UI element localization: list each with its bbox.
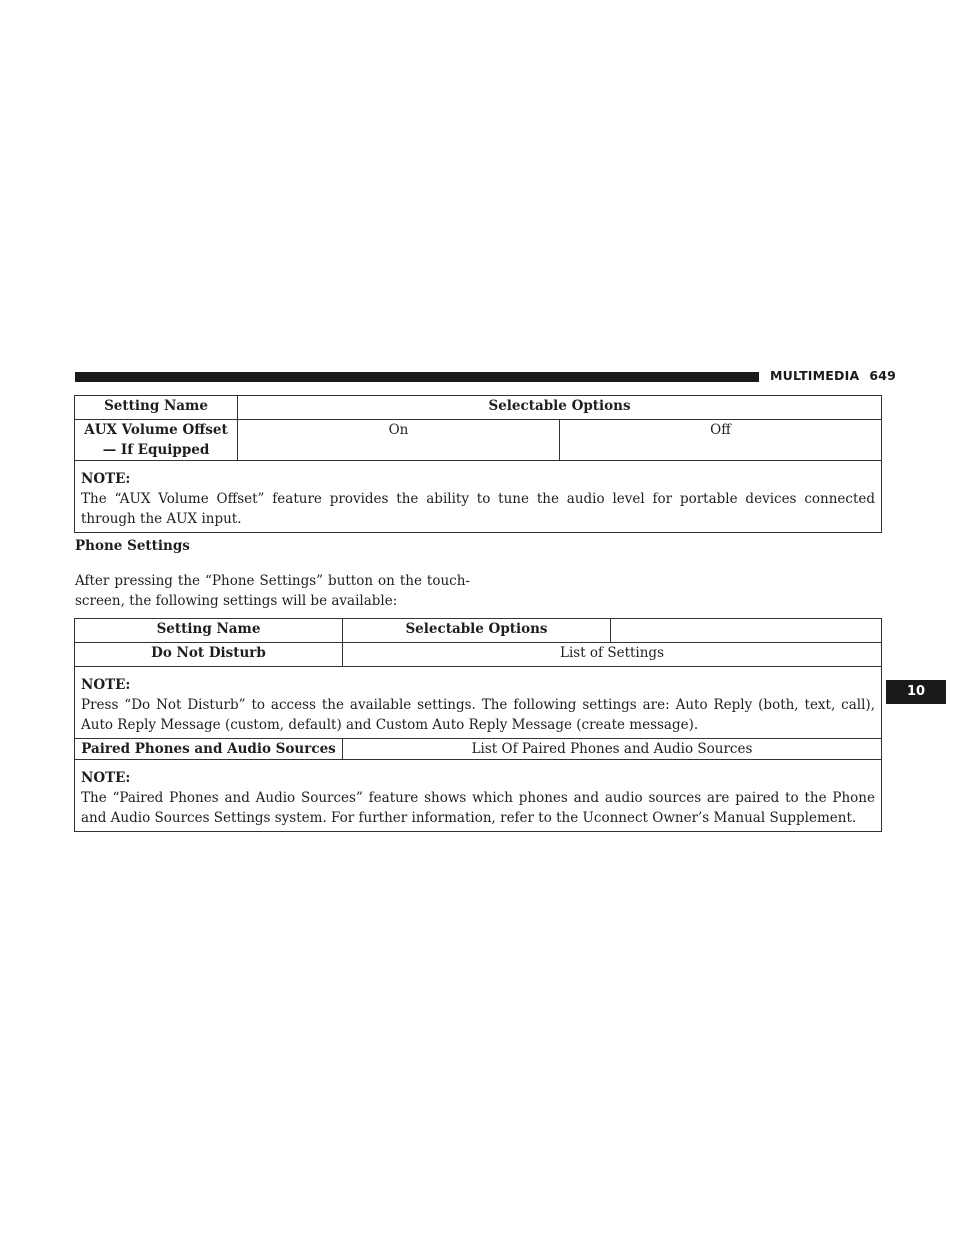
header-rule: [75, 372, 759, 382]
section-title: MULTIMEDIA: [770, 368, 860, 383]
note-text: The “Paired Phones and Audio Sources” feature shows which phones and audio sources are paired to the Phone and Audio Sources Settings system. For further information, refer to the Uconnect Owner’s Manual Supplement.: [81, 790, 875, 826]
note-cell: [75, 667, 882, 739]
setting-paired-phones: Paired Phones and Audio Sources: [75, 739, 343, 760]
note-label: NOTE:: [81, 677, 131, 693]
page-header: [770, 368, 896, 383]
value-paired-phones-list: List Of Paired Phones and Audio Sources: [343, 739, 882, 760]
note-label: NOTE:: [81, 471, 131, 487]
header-selectable-options: Selectable Options: [238, 396, 882, 420]
note-row: [75, 667, 882, 739]
note-row: [75, 461, 882, 533]
setting-aux-volume-offset: [75, 420, 238, 461]
option-on: On: [238, 420, 560, 461]
phone-settings-table: [74, 618, 882, 832]
value-list-of-settings: List of Settings: [343, 643, 882, 667]
note-cell: [75, 461, 882, 533]
aux-settings-table: [74, 395, 882, 533]
note-row: [75, 760, 882, 832]
note-text: The “AUX Volume Offset” feature provides the ability to tune the audio level for portable devices connected through the AUX input.: [81, 491, 876, 527]
header-empty-cell: [611, 619, 882, 643]
note-label: NOTE:: [81, 770, 131, 786]
note-text: Press “Do Not Disturb” to access the available settings. The following settings are: Auto Reply (both, text, call), Auto Reply Message (custom, default) and Custom Auto Reply Message (create message).: [81, 697, 875, 733]
setting-name-line2: — If Equipped: [102, 442, 210, 458]
section-intro-paragraph: After pressing the “Phone Settings” button on the touch-screen, the following settings will be available:: [75, 573, 470, 609]
option-off: Off: [560, 420, 882, 461]
header-setting-name: Setting Name: [75, 396, 238, 420]
header-selectable-options: Selectable Options: [343, 619, 611, 643]
setting-name-line1: AUX Volume Offset: [84, 422, 228, 438]
section-heading-phone-settings: Phone Settings: [75, 538, 190, 554]
table-header-row: [75, 619, 882, 643]
chapter-tab[interactable]: 10: [886, 680, 946, 704]
header-setting-name: Setting Name: [75, 619, 343, 643]
table-row: [75, 420, 882, 461]
note-cell: [75, 760, 882, 832]
table-row: [75, 643, 882, 667]
setting-do-not-disturb: Do Not Disturb: [75, 643, 343, 667]
table-row: [75, 739, 882, 760]
page-number: 649: [869, 368, 897, 383]
table-header-row: [75, 396, 882, 420]
